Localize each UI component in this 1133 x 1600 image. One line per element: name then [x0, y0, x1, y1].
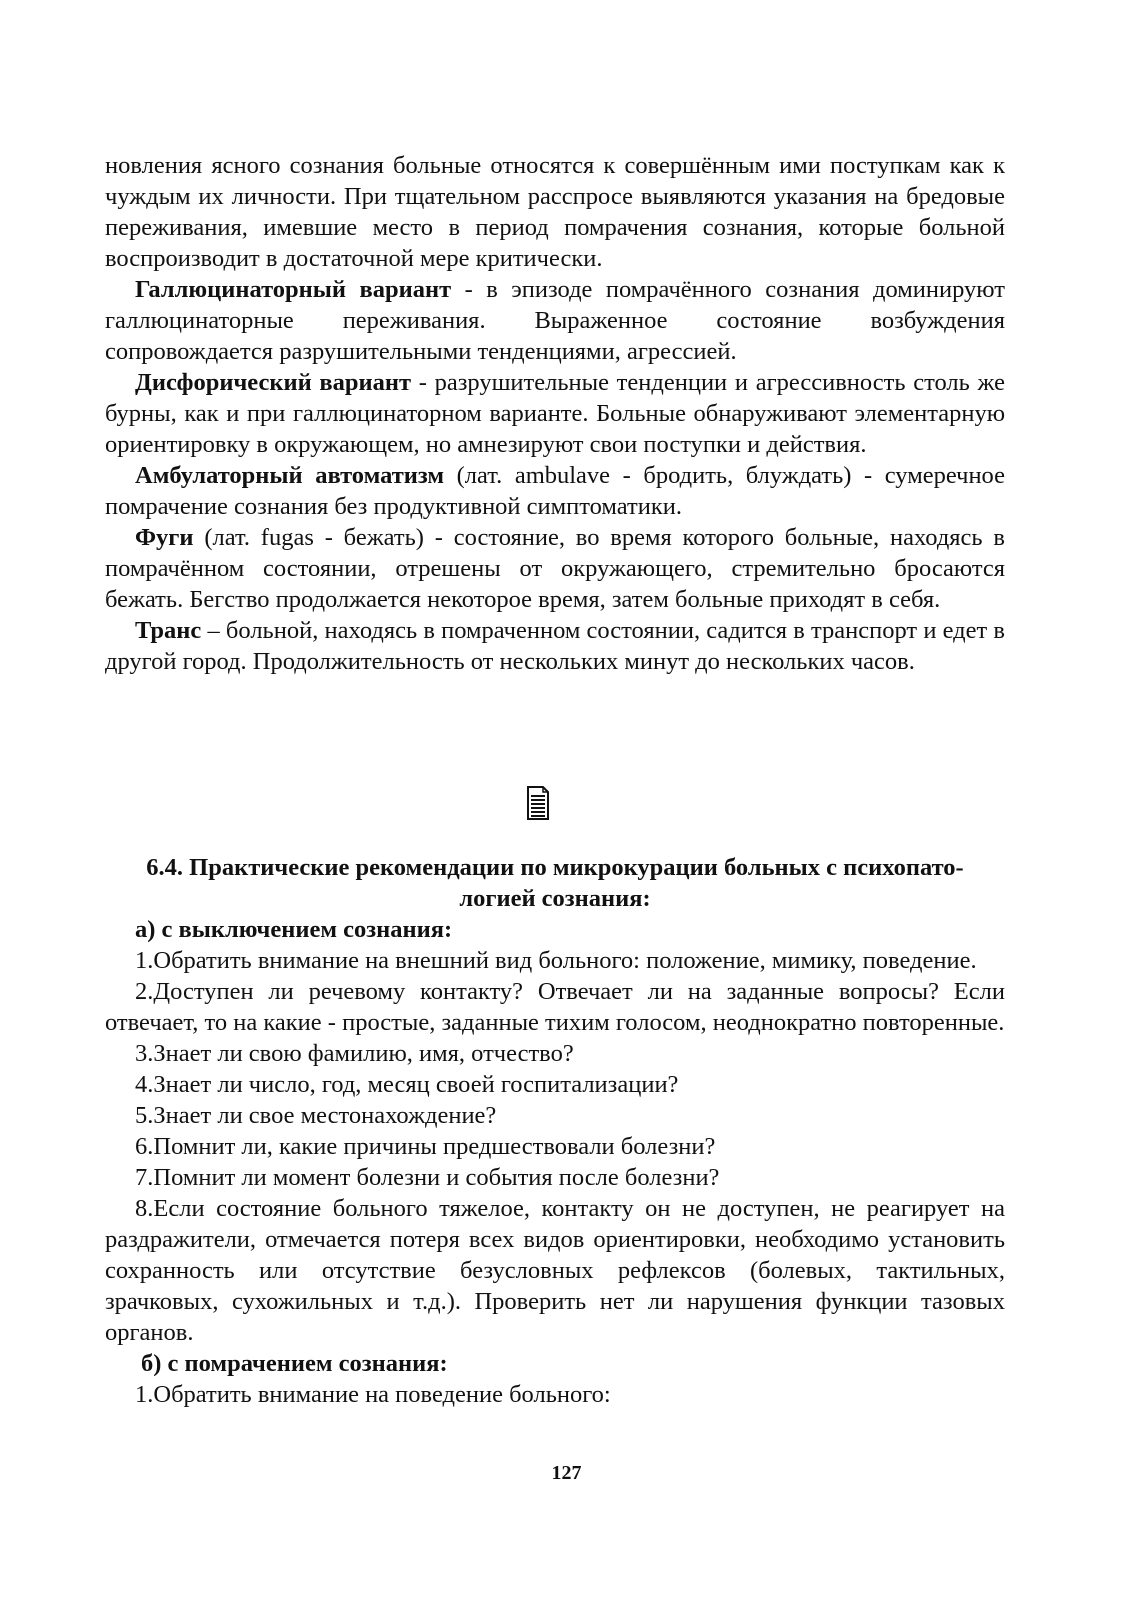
- term: Амбулаторный автоматизм: [135, 462, 445, 489]
- recommendations-list: [105, 914, 1005, 1410]
- list-item: 7.Помнит ли момент болезни и события после болезни?: [135, 1164, 720, 1191]
- list-item: 5.Знает ли свое местонахождение?: [135, 1102, 497, 1129]
- term: Дисфорический вариант: [135, 369, 412, 396]
- paragraph-text: (лат. fugas - бежать) - состояние, во время которого больные, находясь в помрачённом состоянии, отрешены от окружающего, стремительно бросаются бежать. Бегство продолжается некоторое время, затем больные приходят в себя.: [105, 524, 1005, 613]
- section-heading: [105, 852, 1005, 914]
- term: Фуги: [135, 524, 194, 551]
- document-icon: [526, 786, 550, 820]
- subsection-heading-a: а) с выключением сознания:: [135, 916, 453, 943]
- page-number: 127: [551, 1462, 582, 1484]
- list-item: 2.Доступен ли речевому контакту? Отвечает ли на заданные вопросы? Если отвечает, то на какие - простые, заданные тихим голосом, неоднократно повторенные.: [105, 978, 1005, 1036]
- paragraph-ambulatory: [105, 460, 1005, 522]
- top-text: [105, 150, 1005, 677]
- list-item: 4.Знает ли число, год, месяц своей госпитализации?: [135, 1071, 679, 1098]
- section-heading-line1: 6.4. Практические рекомендации по микрокурации больных с психопато-: [146, 854, 964, 881]
- paragraph-text: – больной, находясь в помраченном состоянии, садится в транспорт и едет в другой город. Продолжительность от нескольких минут до нескольких часов.: [105, 617, 1005, 675]
- list-item: 1.Обратить внимание на внешний вид больного: положение, мимику, поведение.: [135, 947, 977, 974]
- paragraph-hallucinatory: [105, 274, 1005, 367]
- paragraph-trance: [105, 615, 1005, 677]
- list-item: 3.Знает ли свою фамилию, имя, отчество?: [135, 1040, 574, 1067]
- list-item: 8.Если состояние больного тяжелое, контакту он не доступен, не реагирует на раздражители, отмечается потеря всех видов ориентировки, необходимо установить сохранность или отсутствие безусловных рефлексов (болевых, тактильных, зрачковых, сухожильных и т.д.). Проверить нет ли нарушения функции тазовых органов.: [105, 1195, 1005, 1346]
- paragraph-continuation: [105, 150, 1005, 274]
- term: Галлюцинаторный вариант: [135, 276, 452, 303]
- paragraph-text: новления ясного сознания больные относятся к совершённым ими поступкам как к чуждым их личности. При тщательном расспросе выявляются указания на бредовые переживания, имевшие место в период помрачения сознания, которые больной воспроизводит в достаточной мере критически.: [105, 152, 1005, 272]
- term: Транс: [135, 617, 202, 644]
- paragraph-dysphoric: [105, 367, 1005, 460]
- paragraph-fugues: [105, 522, 1005, 615]
- subsection-heading-b: б) с помрачением сознания:: [141, 1350, 448, 1377]
- paragraph-text: (лат. ambulave - бродить, блуждать) - сумеречное помрачение сознания без продуктивной симптоматики.: [105, 462, 1005, 520]
- section-heading-line2: логией сознания:: [459, 885, 651, 912]
- list-item: 1.Обратить внимание на поведение больного:: [135, 1381, 611, 1408]
- list-item: 6.Помнит ли, какие причины предшествовали болезни?: [135, 1133, 716, 1160]
- paragraph-text: - в эпизоде помрачённого сознания доминируют галлюцинаторные переживания. Выраженное состояние возбуждения сопровождается разрушительными тенденциями, агрессией.: [105, 276, 1005, 365]
- paragraph-text: - разрушительные тенденции и агрессивность столь же бурны, как и при галлюцинаторном варианте. Больные обнаруживают элементарную ориентировку в окружающем, но амнезируют свои поступки и действия.: [105, 369, 1005, 458]
